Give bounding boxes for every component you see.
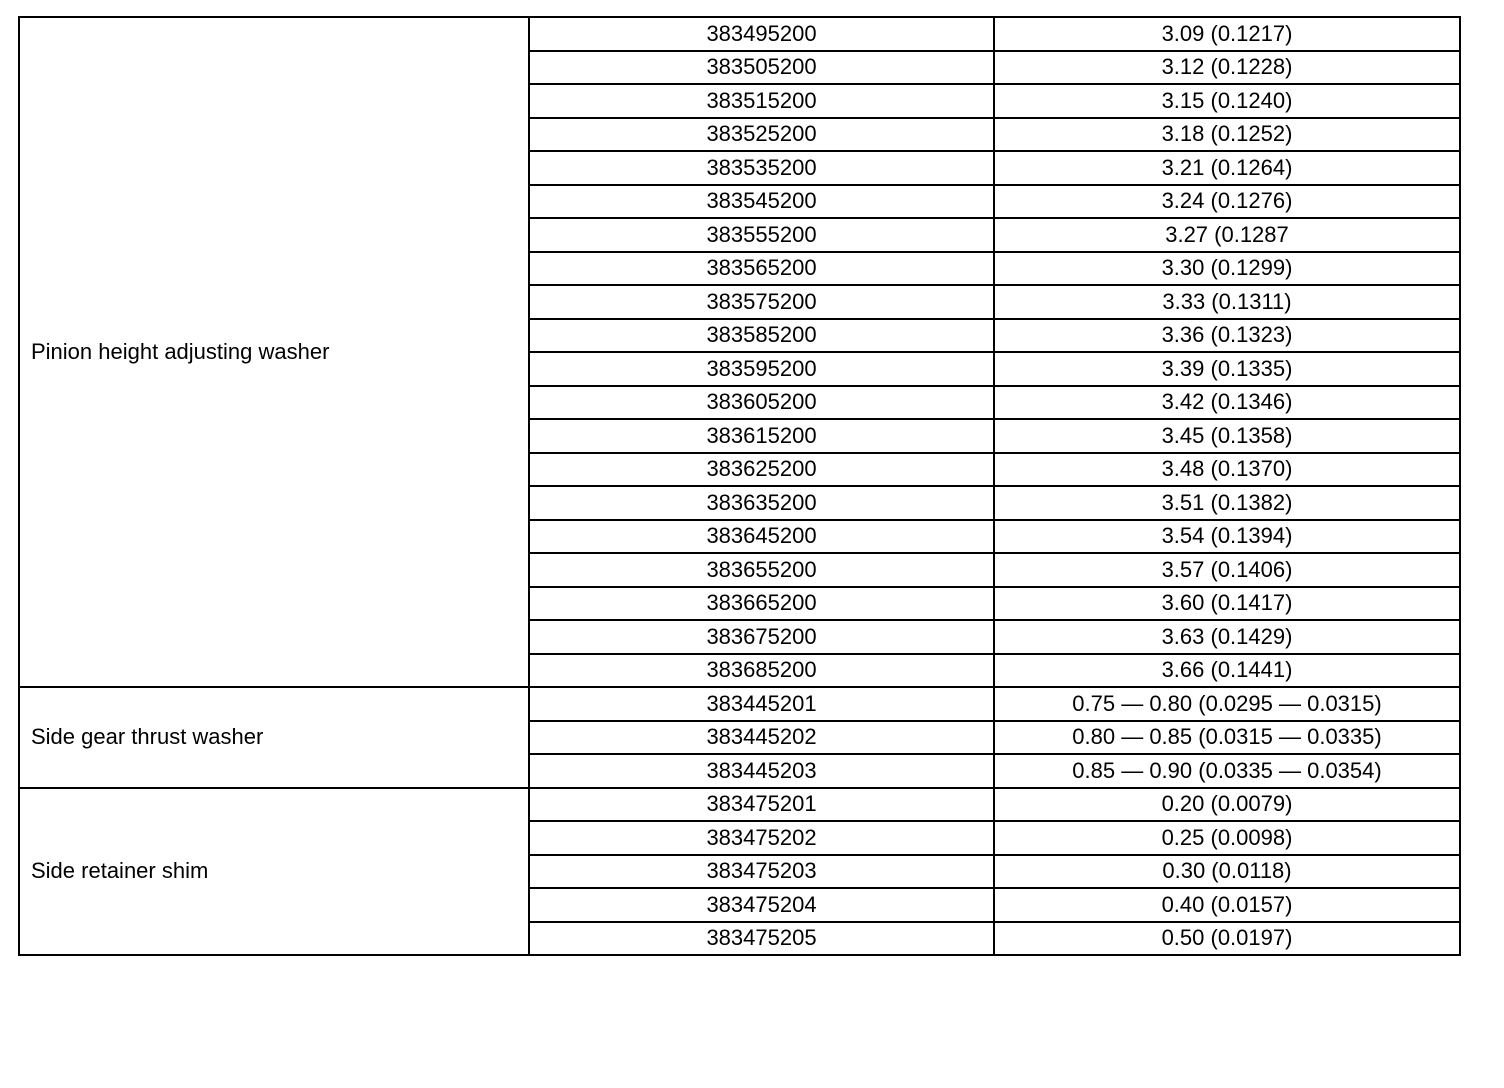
thickness-value: 3.57 (0.1406) — [994, 553, 1460, 587]
part-number: 383475203 — [529, 855, 994, 889]
thickness-value: 3.24 (0.1276) — [994, 185, 1460, 219]
thickness-value: 0.40 (0.0157) — [994, 888, 1460, 922]
part-number: 383475205 — [529, 922, 994, 956]
thickness-value: 3.51 (0.1382) — [994, 486, 1460, 520]
part-number: 383515200 — [529, 84, 994, 118]
thickness-value: 3.60 (0.1417) — [994, 587, 1460, 621]
part-number: 383685200 — [529, 654, 994, 688]
part-number: 383565200 — [529, 252, 994, 286]
thickness-value: 3.36 (0.1323) — [994, 319, 1460, 353]
part-number: 383645200 — [529, 520, 994, 554]
part-number: 383575200 — [529, 285, 994, 319]
thickness-value: 3.63 (0.1429) — [994, 620, 1460, 654]
component-name: Pinion height adjusting washer — [19, 17, 529, 687]
thickness-value: 0.75 — 0.80 (0.0295 — 0.0315) — [994, 687, 1460, 721]
thickness-value: 3.21 (0.1264) — [994, 151, 1460, 185]
part-number: 383615200 — [529, 419, 994, 453]
component-name: Side gear thrust washer — [19, 687, 529, 788]
part-number: 383605200 — [529, 386, 994, 420]
thickness-value: 3.39 (0.1335) — [994, 352, 1460, 386]
part-number: 383585200 — [529, 319, 994, 353]
part-number: 383475202 — [529, 821, 994, 855]
thickness-value: 3.18 (0.1252) — [994, 118, 1460, 152]
part-number: 383445202 — [529, 721, 994, 755]
thickness-value: 3.15 (0.1240) — [994, 84, 1460, 118]
thickness-value: 3.33 (0.1311) — [994, 285, 1460, 319]
thickness-value: 3.42 (0.1346) — [994, 386, 1460, 420]
thickness-value: 3.48 (0.1370) — [994, 453, 1460, 487]
table-row — [19, 17, 1460, 51]
thickness-value: 0.80 — 0.85 (0.0315 — 0.0335) — [994, 721, 1460, 755]
part-number: 383475201 — [529, 788, 994, 822]
thickness-value: 3.45 (0.1358) — [994, 419, 1460, 453]
thickness-value: 3.54 (0.1394) — [994, 520, 1460, 554]
part-number: 383495200 — [529, 17, 994, 51]
part-number: 383505200 — [529, 51, 994, 85]
part-number: 383445203 — [529, 754, 994, 788]
part-number: 383545200 — [529, 185, 994, 219]
part-number: 383655200 — [529, 553, 994, 587]
part-number: 383525200 — [529, 118, 994, 152]
thickness-value: 3.12 (0.1228) — [994, 51, 1460, 85]
parts-spec-table — [18, 16, 1461, 956]
thickness-value: 3.66 (0.1441) — [994, 654, 1460, 688]
component-name: Side retainer shim — [19, 788, 529, 956]
parts-spec-table-body — [19, 17, 1460, 955]
part-number: 383625200 — [529, 453, 994, 487]
thickness-value: 0.25 (0.0098) — [994, 821, 1460, 855]
part-number: 383555200 — [529, 218, 994, 252]
thickness-value: 0.50 (0.0197) — [994, 922, 1460, 956]
table-row — [19, 687, 1460, 721]
table-row — [19, 788, 1460, 822]
part-number: 383535200 — [529, 151, 994, 185]
part-number: 383665200 — [529, 587, 994, 621]
thickness-value: 0.30 (0.0118) — [994, 855, 1460, 889]
part-number: 383475204 — [529, 888, 994, 922]
part-number: 383675200 — [529, 620, 994, 654]
thickness-value: 0.85 — 0.90 (0.0335 — 0.0354) — [994, 754, 1460, 788]
part-number: 383635200 — [529, 486, 994, 520]
thickness-value: 0.20 (0.0079) — [994, 788, 1460, 822]
thickness-value: 3.09 (0.1217) — [994, 17, 1460, 51]
thickness-value: 3.30 (0.1299) — [994, 252, 1460, 286]
thickness-value: 3.27 (0.1287 — [994, 218, 1460, 252]
part-number: 383595200 — [529, 352, 994, 386]
part-number: 383445201 — [529, 687, 994, 721]
